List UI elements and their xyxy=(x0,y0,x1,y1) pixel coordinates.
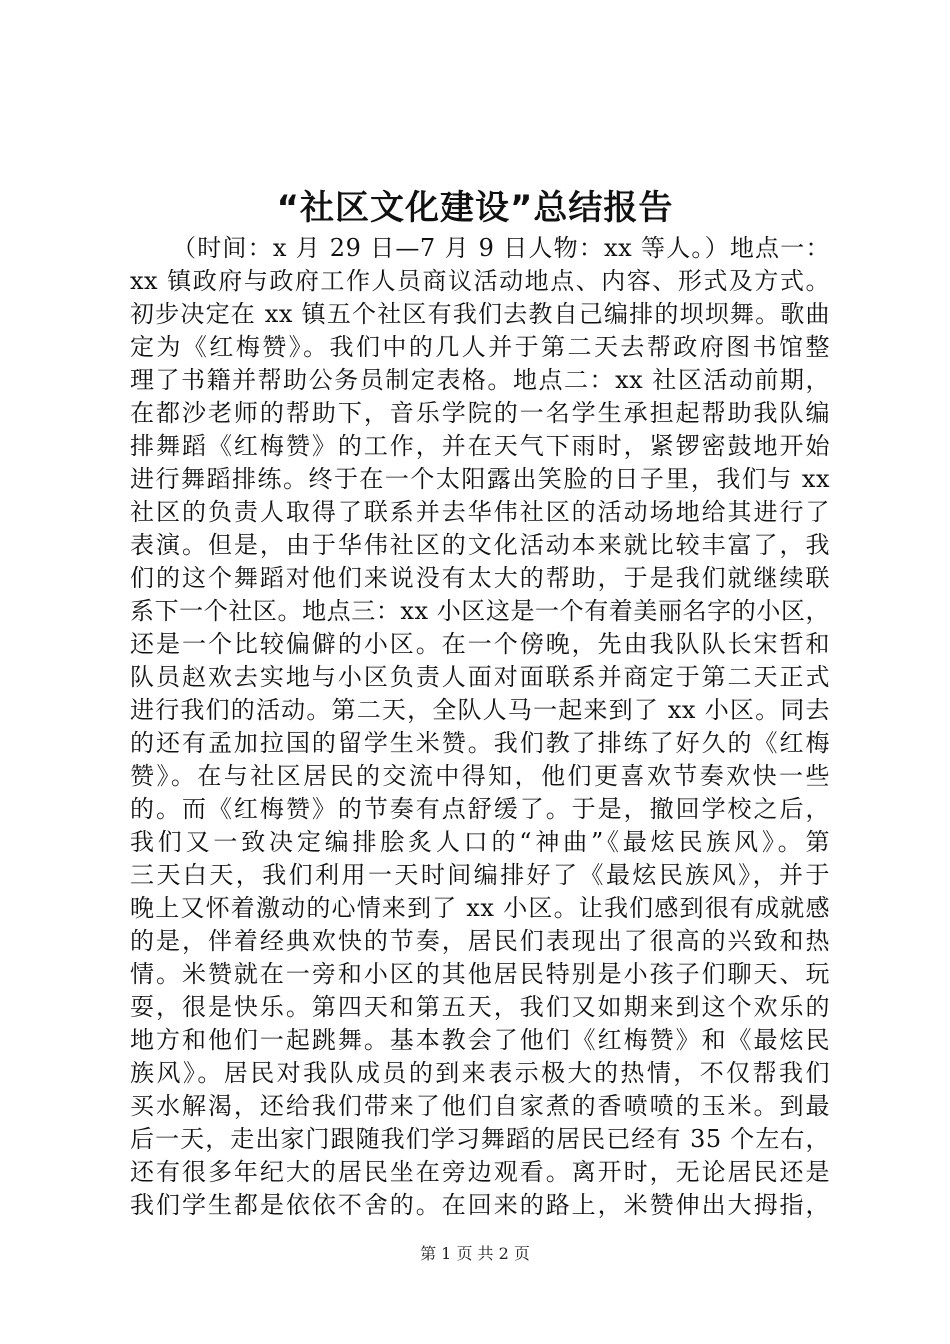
body-line: 理了书籍并帮助公务员制定表格。地点二：xx 社区活动前期， xyxy=(130,366,830,394)
document-body xyxy=(130,232,830,1222)
body-line: xx 镇政府与政府工作人员商议活动地点、内容、形式及方式。 xyxy=(130,267,830,295)
body-line: 的。而《红梅赞》的节奏有点舒缓了。于是，撤回学校之后， xyxy=(130,795,830,823)
body-line: 买水解渴，还给我们带来了他们自家煮的香喷喷的玉米。到最 xyxy=(130,1092,830,1120)
body-line: 初步决定在 xx 镇五个社区有我们去教自己编排的坝坝舞。歌曲 xyxy=(130,300,830,328)
document-title: “社区文化建设”总结报告 xyxy=(276,188,674,228)
body-line: 族风》。居民对我队成员的到来表示极大的热情，不仅帮我们 xyxy=(130,1059,830,1087)
body-line: 的是，伴着经典欢快的节奏，居民们表现出了很高的兴致和热 xyxy=(130,927,830,955)
body-line: 晚上又怀着激动的心情来到了 xx 小区。让我们感到很有成就感 xyxy=(130,894,830,922)
body-line: 排舞蹈《红梅赞》的工作，并在天气下雨时，紧锣密鼓地开始 xyxy=(130,432,830,460)
body-line: 情。米赞就在一旁和小区的其他居民特别是小孩子们聊天、玩 xyxy=(130,960,830,988)
body-line: 表演。但是，由于华伟社区的文化活动本来就比较丰富了，我 xyxy=(130,531,830,559)
body-line: 的还有孟加拉国的留学生米赞。我们教了排练了好久的《红梅 xyxy=(130,729,830,757)
body-line: 进行我们的活动。第二天，全队人马一起来到了 xx 小区。同去 xyxy=(130,696,830,724)
body-line: 系下一个社区。地点三：xx 小区这是一个有着美丽名字的小区， xyxy=(130,597,830,625)
body-line: 我们又一致决定编排脍炙人口的“神曲”《最炫民族风》。第 xyxy=(130,828,830,856)
body-line: 我们学生都是依依不舍的。在回来的路上，米赞伸出大拇指， xyxy=(130,1191,830,1219)
body-line: 还是一个比较偏僻的小区。在一个傍晚，先由我队队长宋哲和 xyxy=(130,630,830,658)
body-line: 社区的负责人取得了联系并去华伟社区的活动场地给其进行了 xyxy=(130,498,830,526)
body-line: 地方和他们一起跳舞。基本教会了他们《红梅赞》和《最炫民 xyxy=(130,1026,830,1054)
page-footer: 第 1 页 共 2 页 xyxy=(420,1244,530,1263)
body-line: 定为《红梅赞》。我们中的几人并于第二天去帮政府图书馆整 xyxy=(130,333,830,361)
body-line: 们的这个舞蹈对他们来说没有太大的帮助，于是我们就继续联 xyxy=(130,564,830,592)
body-line: 还有很多年纪大的居民坐在旁边观看。离开时，无论居民还是 xyxy=(130,1158,830,1186)
body-line: 耍，很是快乐。第四天和第五天，我们又如期来到这个欢乐的 xyxy=(130,993,830,1021)
body-line: 赞》。在与社区居民的交流中得知，他们更喜欢节奏欢快一些 xyxy=(130,762,830,790)
body-line: 后一天，走出家门跟随我们学习舞蹈的居民已经有 35 个左右， xyxy=(130,1125,830,1153)
body-line: 在都沙老师的帮助下，音乐学院的一名学生承担起帮助我队编 xyxy=(130,399,830,427)
body-line: （时间：x 月 29 日—7 月 9 日人物：xx 等人。）地点一： xyxy=(172,234,830,262)
body-line: 三天白天，我们利用一天时间编排好了《最炫民族风》，并于 xyxy=(130,861,830,889)
body-line: 进行舞蹈排练。终于在一个太阳露出笑脸的日子里，我们与 xx xyxy=(130,465,830,493)
body-line: 队员赵欢去实地与小区负责人面对面联系并商定于第二天正式 xyxy=(130,663,830,691)
